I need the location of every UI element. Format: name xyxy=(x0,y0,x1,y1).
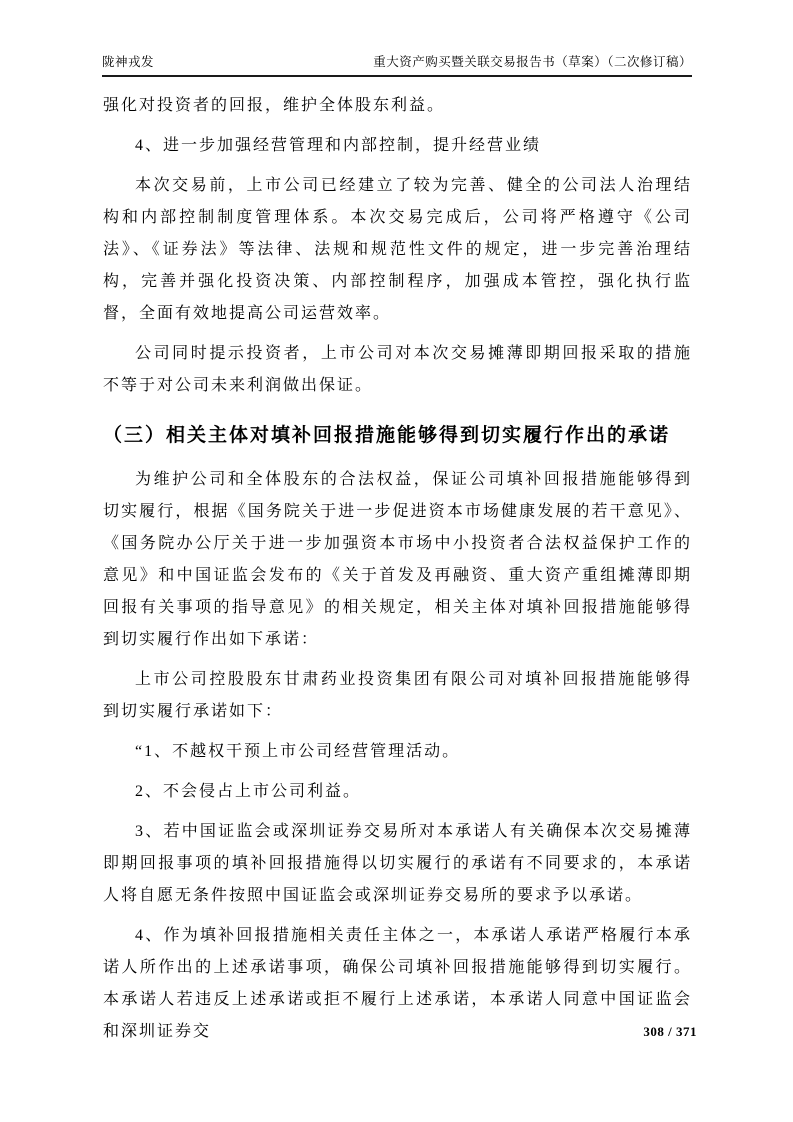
paragraph: 4、作为填补回报措施相关责任主体之一，本承诺人承诺严格履行本承诺人所作出的上述承诺事项，确保公司填补回报措施能够得到切实履行。本承诺人若违反上述承诺或拒不履行上述承诺，本承诺人同意中国证监会和深圳证券交 xyxy=(103,927,692,1040)
page-header xyxy=(102,52,692,77)
paragraph: 为维护公司和全体股东的合法权益，保证公司填补回报措施能够得到切实履行，根据《国务院关于进一步促进资本市场健康发展的若干意见》、《国务院办公厅关于进一步加强资本市场中小投资者合法权益保护工作的意见》和中国证监会发布的《关于首发及再融资、重大资产重组摊薄即期回报有关事项的指导意见》的相关规定，相关主体对填补回报措施能够得到切实履行作出如下承诺： xyxy=(103,471,692,648)
paragraph: 本次交易前，上市公司已经建立了较为完善、健全的公司法人治理结构和内部控制制度管理体系。本次交易完成后，公司将严格遵守《公司法》、《证券法》等法律、法规和规范性文件的规定，进一步完善治理结构，完善并强化投资决策、内部控制程序，加强成本管控，强化执行监督，全面有效地提高公司运营效率。 xyxy=(103,177,692,322)
paragraph-continuation: 强化对投资者的回报，维护全体股东利益。 xyxy=(103,97,446,114)
paragraph: 2、不会侵占上市公司利益。 xyxy=(135,783,362,800)
header-company-name: 陇神戎发 xyxy=(102,55,155,69)
header-report-title: 重大资产购买暨关联交易报告书（草案）（二次修订稿） xyxy=(373,55,692,69)
paragraph: 3、若中国证监会或深圳证券交易所对本承诺人有关确保本次交易摊薄即期回报事项的填补回报措施得以切实履行的承诺有不同要求的，本承诺人将自愿无条件按照中国证监会或深圳证券交易所的要求予以承诺。 xyxy=(103,823,692,904)
paragraph: 上市公司控股股东甘肃药业投资集团有限公司对填补回报措施能够得到切实履行承诺如下： xyxy=(103,671,692,720)
paragraph: 公司同时提示投资者，上市公司对本次交易摊薄即期回报采取的措施不等于对公司未来利润做出保证。 xyxy=(103,345,692,394)
sub-heading: 4、进一步加强经营管理和内部控制，提升经营业绩 xyxy=(135,137,542,154)
paragraph-quote-start: “1、不越权干预上市公司经营管理活动。 xyxy=(135,743,461,760)
section-heading: （三）相关主体对填补回报措施能够得到切实履行作出的承诺 xyxy=(103,425,671,446)
document-body xyxy=(103,78,692,1056)
page-number: 308 / 371 xyxy=(643,1024,697,1039)
